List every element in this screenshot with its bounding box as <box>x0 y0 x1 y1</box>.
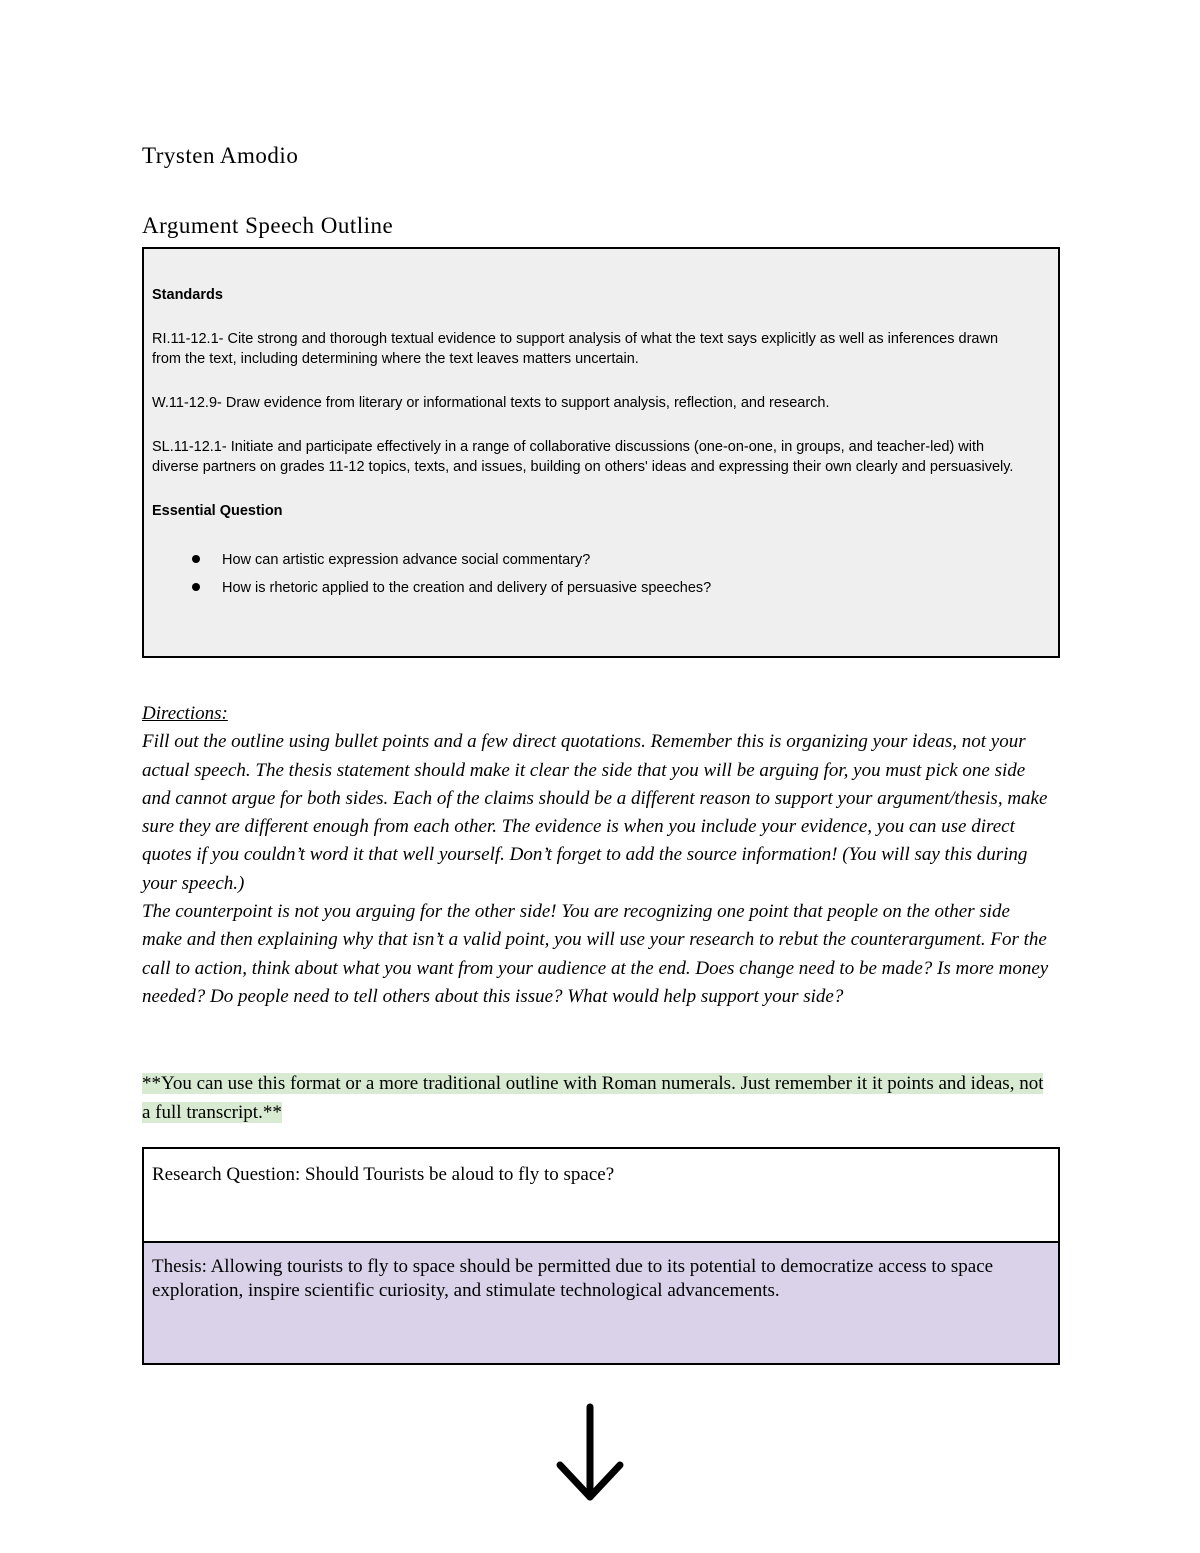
directions-label: Directions: <box>142 703 228 724</box>
standards-heading: Standards <box>152 287 223 303</box>
essential-question-heading: Essential Question <box>152 503 283 519</box>
outline-table <box>142 1147 1060 1365</box>
list-item <box>152 578 1028 598</box>
directions-section <box>142 700 1052 1011</box>
highlighted-note-text: **You can use this format or a more traditional outline with Roman numerals. Just remember it it points and ideas, not a full transcript.** <box>142 1073 1044 1123</box>
research-question-cell[interactable]: Research Question: Should Tourists be aloud to fly to space? <box>144 1149 1058 1243</box>
question-text: How can artistic expression advance social commentary? <box>222 552 591 568</box>
question-text: How is rhetoric applied to the creation and delivery of persuasive speeches? <box>222 580 712 596</box>
standards-box <box>142 247 1060 658</box>
standard-ri: RI.11-12.1- Cite strong and thorough textual evidence to support analysis of what the text says explicitly as well as inferences drawn from the text, including determining where the text leaves matters uncertain. <box>152 331 999 367</box>
format-note <box>142 1070 1052 1127</box>
bullet-icon <box>192 583 200 591</box>
standard-sl: SL.11-12.1- Initiate and participate effectively in a range of collaborative discussions (one-on-one, in groups, and teacher-led) with diverse partners on grades 11-12 topics, texts, and issues, building on others' ideas and expressing their own clearly and persuasively. <box>152 439 1014 475</box>
thesis-cell[interactable]: Thesis: Allowing tourists to fly to space should be permitted due to its potential to democratize access to space exploration, inspire scientific curiosity, and stimulate technological advancements. <box>144 1243 1058 1363</box>
document-title: Argument Speech Outline <box>142 213 394 238</box>
directions-paragraph: The counterpoint is not you arguing for the other side! You are recognizing one point that people on the other side make and then explaining why that isn’t a valid point, you will use your research to rebut the counterargument. For the call to action, think about what you want from your audience at the end. Does change need to be made? Is more money needed? Do people need to tell others about this issue? What would help support your side? <box>142 901 1049 1007</box>
list-item <box>152 550 1028 570</box>
bullet-icon <box>192 555 200 563</box>
directions-paragraph: Fill out the outline using bullet points and a few direct quotations. Remember this is organizing your ideas, not your actual speech. The thesis statement should make it clear the side that you will be arguing for, you must pick one side and cannot argue for both sides. Each of the claims should be a different reason to support your argument/thesis, make sure they are different enough from each other. The evidence is when you include your evidence, you can use direct quotes if you couldn’t word it that well yourself. Don’t forget to add the source information! (You will say this during your speech.) <box>142 731 1048 894</box>
author-name: Trysten Amodio <box>142 143 299 168</box>
essential-question-list <box>152 550 1028 598</box>
standard-w: W.11-12.9- Draw evidence from literary or informational texts to support analysis, reflection, and research. <box>152 395 830 411</box>
arrow-down-icon <box>555 1403 625 1503</box>
